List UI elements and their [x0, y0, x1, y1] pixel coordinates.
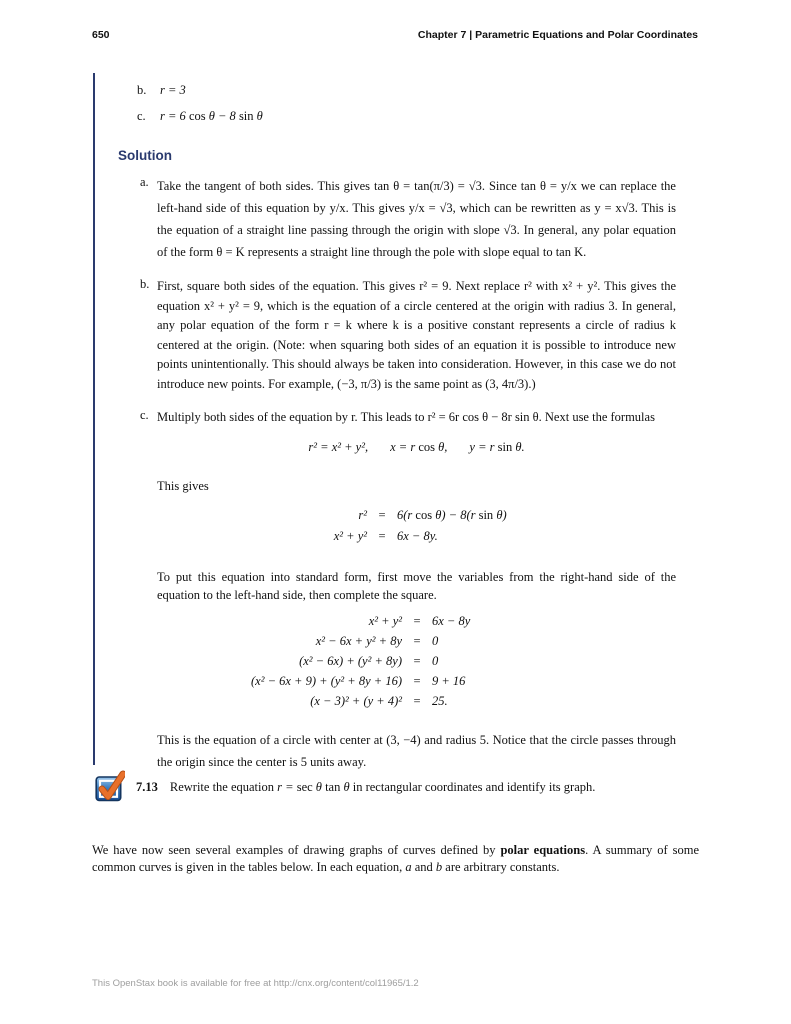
part-label: a.: [140, 175, 149, 189]
closing-text: We have now seen several examples of drawing graphs of curves defined by: [92, 843, 501, 857]
part-label: c.: [140, 408, 149, 422]
equation-lhs: r²: [358, 508, 367, 522]
equation-rhs: 0: [432, 634, 439, 648]
part-text: First, square both sides of the equation. This gives r² = 9. Next replace r² with x² + y². This gives the equation x² + y² = 9, which is the equation of a circle centered at the origin with radius 3. In general, any polar equation of the form r = k where k is a positive constant represents a circle of radius k centered at the origin. (Note: when squaring both sides of an equation it is possible to introduce new points unintentionally. This should always be taken into consideration. However, in this case we do not introduce new points. For example, (−3, π/3) is the same point as (3, 4π/3).): [157, 279, 676, 391]
equals-sign: =: [413, 634, 421, 648]
part-text: Multiply both sides of the equation by r. This leads to r² = 6r cos θ − 8r sin θ. Next use the formulas: [157, 410, 655, 424]
chapter-title: Chapter 7 | Parametric Equations and Polar Coordinates: [417, 29, 698, 41]
checkpoint-body: [136, 772, 595, 795]
conversion-formulas: [157, 440, 676, 455]
equation-lhs: (x − 3)² + (y + 4)²: [310, 694, 402, 708]
item-equation: r = 6 cos θ − 8 sin θ: [160, 109, 263, 123]
page-number: 650: [92, 29, 110, 41]
this-gives-text: This gives: [157, 479, 209, 493]
closing-text: . A summary of some common curves is given in the tables below. In each equation,: [92, 843, 699, 874]
standard-form-paragraph: To put this equation into standard form, first move the variables from the right-hand side of the equation to the left-hand side, then complete the square.: [157, 570, 676, 602]
equation-rhs: 6(r cos θ) − 8(r sin θ): [397, 508, 507, 522]
equation-rhs: 0: [432, 654, 439, 668]
equation-lhs: (x² − 6x + 9) + (y² + 8y + 16): [250, 674, 402, 688]
equation-lhs: x² + y²: [368, 614, 402, 628]
equals-sign: =: [413, 614, 421, 628]
solution-part-a: [140, 175, 679, 263]
equation-rhs: 6x − 8y.: [397, 529, 438, 543]
page-header: [92, 29, 698, 41]
problem-item-b: [137, 83, 679, 98]
equation-lhs: (x² − 6x) + (y² + 8y): [299, 654, 402, 668]
closing-var-b: b: [435, 859, 443, 874]
equals-sign: =: [413, 654, 421, 668]
closing-var-a: a: [405, 859, 412, 874]
equals-sign: =: [413, 694, 421, 708]
part-text: Take the tangent of both sides. This gives tan θ = tan(π/3) = √3. Since tan θ = y/x we can replace the left-hand side of this equation by y/x. This gives y/x = √3, which can be rewritten as y = x√3. This is the equation of a straight line passing through the origin with slope √3. In general, any polar equation of the form θ = K represents a straight line through the pole with slope equal to tan K.: [157, 179, 676, 259]
checkpoint-equation: r = sec θ tan θ: [277, 780, 350, 794]
equals-sign: =: [413, 674, 421, 688]
solution-heading: Solution: [118, 148, 172, 163]
equals-sign: =: [378, 529, 386, 543]
conclusion-paragraph: This is the equation of a circle with center at (3, −4) and radius 5. Notice that the circle passes through the origin since the center is 5 units away.: [157, 733, 676, 769]
closing-text: and: [411, 859, 436, 874]
solution-part-b: [140, 277, 679, 394]
formula-x: x = r cos θ,: [390, 440, 448, 454]
part-label: b.: [140, 277, 150, 291]
equation-rhs: 25.: [432, 694, 448, 708]
item-label: b.: [137, 83, 147, 97]
closing-paragraph: [92, 842, 699, 875]
problem-items: [137, 83, 679, 124]
item-label: c.: [137, 109, 146, 123]
checkpoint-7-13: [95, 772, 685, 802]
formula-y: y = r sin θ.: [469, 440, 525, 454]
item-equation: r = 3: [160, 83, 186, 97]
equation-lhs: x² + y²: [333, 529, 367, 543]
equation-block-substitution: [157, 508, 676, 544]
problem-item-c: [137, 109, 679, 124]
equation-lhs: x² − 6x + y² + 8y: [315, 634, 402, 648]
formula-r-squared: r² = x² + y²,: [308, 440, 369, 454]
footer-attribution: This OpenStax book is available for free at http://cnx.org/content/col11965/1.2: [92, 978, 419, 989]
equation-block-complete-square: [157, 614, 676, 709]
equals-sign: =: [378, 508, 386, 522]
closing-text: are arbitrary constants.: [442, 859, 560, 874]
checkbox-check-icon: [95, 770, 125, 802]
equation-rhs: 6x − 8y: [432, 614, 471, 628]
checkpoint-text-post: in rectangular coordinates and identify its graph.: [349, 780, 596, 794]
checkpoint-number: 7.13: [136, 780, 158, 794]
example-block: [93, 73, 679, 769]
equation-rhs: 9 + 16: [432, 674, 466, 688]
closing-bold-term: polar equations: [500, 843, 586, 857]
checkpoint-text-pre: Rewrite the equation: [169, 780, 278, 794]
solution-part-c: [140, 408, 679, 426]
